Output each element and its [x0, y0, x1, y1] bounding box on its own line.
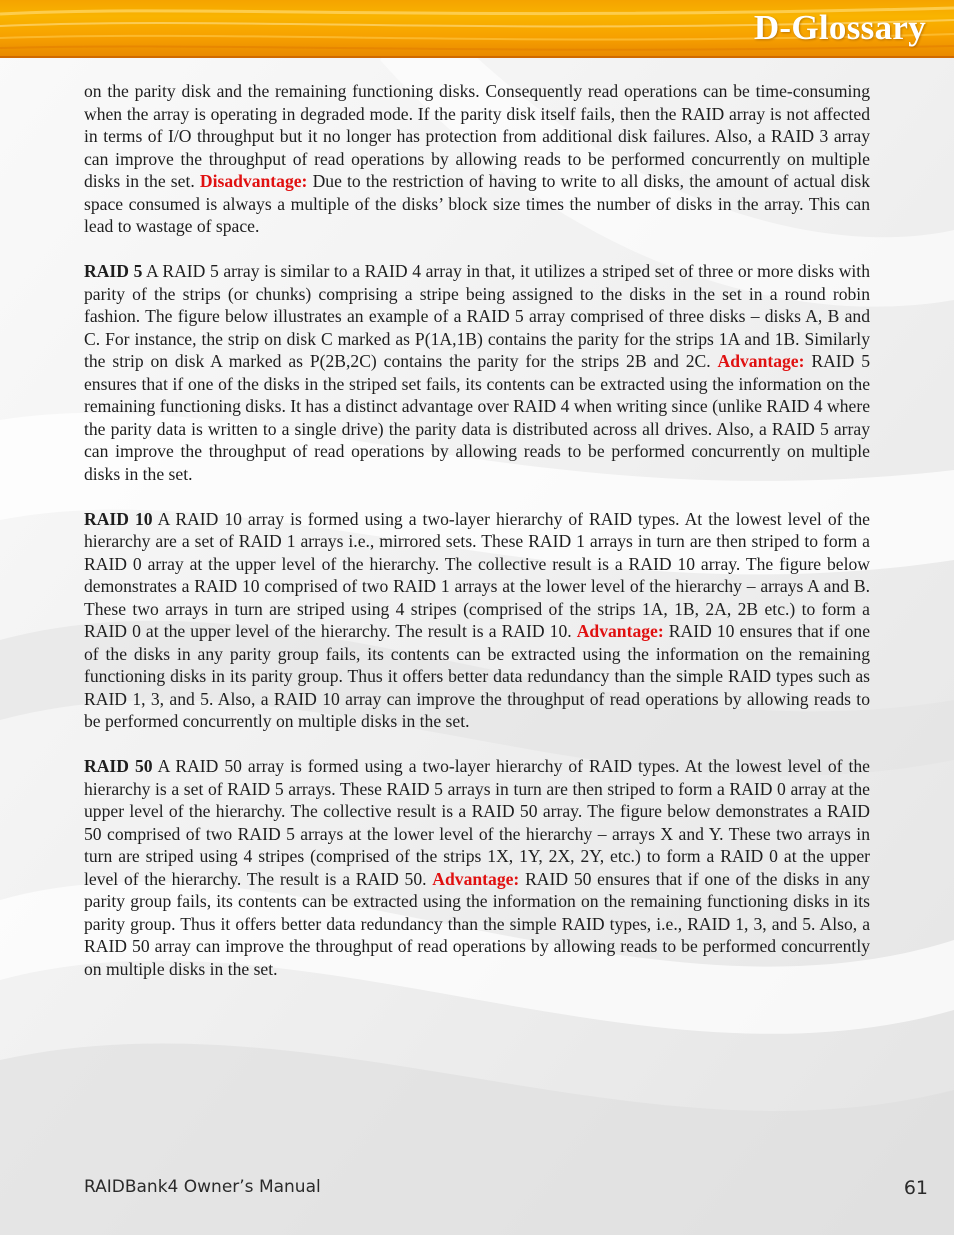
paragraph-text: RAID 5 ensures that if one of the disks in the striped set fails, its contents can be extracted using the information on the remaining functioning disks. It has a distinct advantage over RAID 4 when writing since (unlike RAID 4 where the parity data is written to a single drive) the parity data is distributed across all drives. Also, a RAID 5 array can improve the throughput of read operations by allowing reads to be performed concurrently on multiple disks in the set.: [84, 351, 870, 484]
page-title: D-Glossary: [753, 8, 926, 47]
term-raid10: RAID 10: [84, 508, 153, 529]
paragraph-text: RAID 10 ensures that if one of the disks in any parity group fails, its contents can be extracted using the information on the remaining functioning disks in its parity group. Thus it offers better data redundancy than the simple RAID types such as RAID 1, 3, and 5. Also, a RAID 10 array can improve the throughput of read operations by allowing reads to be performed concurrently on multiple disks in the set.: [84, 621, 871, 731]
paragraph-text: A RAID 5 array is similar to a RAID 4 array in that, it utilizes a striped set of three or more disks with parity of the strips (or chunks) comprising a stripe being assigned to the disks in the set in a round robin fashion. The figure below illustrates an example of a RAID 5 array comprised of three disks – disks A, B and C. For instance, the strip on disk C marked as P(1A,1B) contains the parity for the strips 1A and 1B. Similarly the strip on disk A marked as P(2B,2C) contains the parity for the strips 2B and 2C.: [84, 261, 870, 371]
paragraph-raid50: [84, 755, 870, 980]
disadvantage-label: Disadvantage:: [199, 171, 308, 191]
page-number: 61: [903, 1177, 928, 1199]
advantage-label: Advantage:: [717, 351, 805, 371]
term-raid5: RAID 5: [84, 261, 143, 281]
paragraph-raid5: [84, 260, 870, 485]
paragraph-text: RAID 50 ensures that if one of the disks in any parity group fails, its contents can be extracted using the information on the remaining functioning disks in its parity group. Thus it offers better data redundancy than the simple RAID types, i.e., RAID 1, 3, and 5. Also, a RAID 50 array can improve the throughput of read operations by allowing reads to be performed concurrently on multiple disks in the set.: [84, 868, 870, 979]
glossary-body: [84, 80, 870, 1003]
term-raid50: RAID 50: [84, 756, 153, 776]
advantage-label: Advantage:: [432, 868, 520, 889]
header-rule: [0, 56, 954, 58]
paragraph-raid10: [84, 508, 870, 733]
paragraph-text: A RAID 50 array is formed using a two-layer hierarchy of RAID types. At the lowest level of the hierarchy is a set of RAID 5 arrays. These RAID 5 arrays in turn are then striped to form a RAID 0 array at the upper level of the hierarchy. The collective result is a RAID 50 array. The figure below demonstrates a RAID 50 comprised of two RAID 5 arrays at the lower level of the hierarchy – arrays X and Y. These two arrays in turn are striped using 4 stripes (comprised of the strips 1X, 1Y, 2X, 2Y, etc.) to form a RAID 0 at the upper level of the hierarchy. The result is a RAID 50.: [84, 756, 870, 889]
paragraph-text: on the parity disk and the remaining functioning disks. Consequently read operations can be time-consuming when the array is operating in degraded mode. If the parity disk itself fails, then the RAID array is not affected in terms of I/O throughput but it no longer has protection from additional disk failures. Also, a RAID 3 array can improve the throughput of read operations by allowing reads to be performed concurrently on multiple disks in the set.: [84, 81, 870, 191]
paragraph-text: A RAID 10 array is formed using a two-layer hierarchy of RAID types. At the lowest level of the hierarchy are a set of RAID 1 arrays i.e., mirrored sets. These RAID 1 arrays in turn are then striped to form a RAID 0 array at the upper level of the hierarchy. The collective result is a RAID 10 array. The figure below demonstrates a RAID 10 comprised of two RAID 1 arrays at the lower level of the hierarchy – arrays A and B. These two arrays in turn are striped using 4 stripes (comprised of the strips 1A, 1B, 2A, 2B etc.) to form a RAID 0 at the upper level of the hierarchy. The result is a RAID 10.: [84, 508, 870, 641]
paragraph-raid3-continued: [84, 80, 870, 238]
footer-manual-title: RAIDBank4 Owner’s Manual: [84, 1177, 321, 1197]
paragraph-text: Due to the restriction of having to write to all disks, the amount of actual disk space consumed is always a multiple of the disks’ block size times the number of disks in the array. This can lead to wastage of space.: [84, 171, 871, 236]
advantage-label: Advantage:: [576, 621, 664, 641]
